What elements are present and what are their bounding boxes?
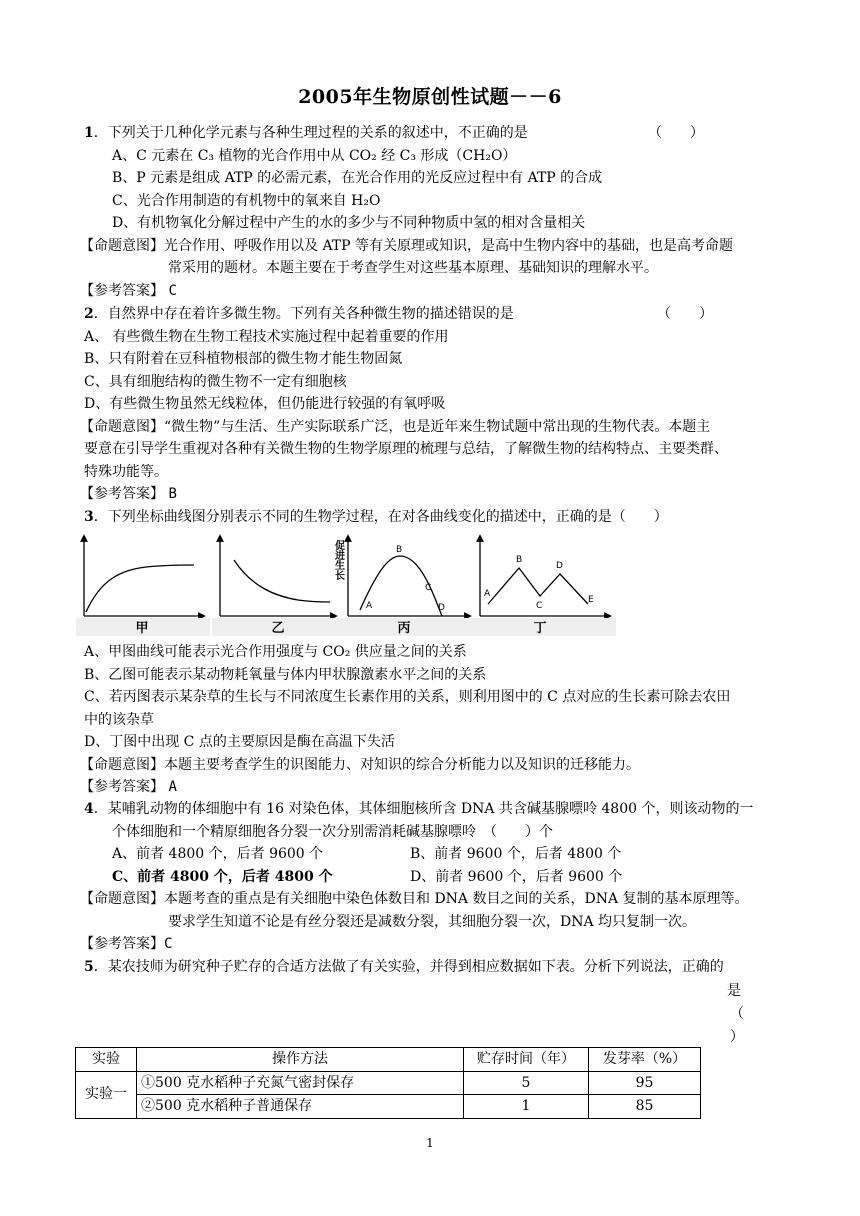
- question-number: 3: [84, 509, 94, 525]
- question-3-options: [80, 641, 784, 799]
- curve: [86, 565, 194, 612]
- question-number: 5: [84, 959, 94, 975]
- graph-label-ding: 丁: [533, 621, 547, 636]
- option-d: D、丁图中出现 C 点的主要原因是酶在高温下失活: [84, 734, 395, 750]
- intent-line: 常采用的题材。本题主要在于考查学生对这些基本原理、基础知识的理解水平。: [168, 260, 658, 276]
- graph-label-yi: 乙: [271, 621, 285, 636]
- rate-cell: 95: [589, 1071, 701, 1095]
- option-a: A、前者 4800 个，后者 9600 个: [112, 846, 324, 862]
- option-c-cont: 中的该杂草: [84, 711, 154, 728]
- question-2: [80, 303, 784, 506]
- option-c: C、光合作用制造的有机物中的氧来自 H₂O: [112, 192, 381, 209]
- option-b: B、前者 9600 个，后者 4800 个: [410, 846, 622, 862]
- header-cell: 贮存时间（年）: [464, 1048, 589, 1072]
- q3-graphs: [76, 534, 636, 640]
- answer-blank: （ ）: [657, 306, 713, 322]
- option-a: A、C 元素在 C₃ 植物的光合作用中从 CO₂ 经 C₃ 形成（CH₂O）: [112, 147, 517, 164]
- table-header-row: [76, 1048, 701, 1072]
- page-number: 1: [426, 1136, 434, 1150]
- question-stem: ．自然界中存在着许多微生物。下列有关各种微生物的描述错误的是: [93, 306, 514, 322]
- answer-line: [80, 280, 784, 303]
- option-a: A、甲图曲线可能表示光合作用强度与 CO₂ 供应量之间的关系: [84, 644, 467, 660]
- answer-label: 【参考答案】: [80, 282, 164, 299]
- option-c: C、具有细胞结构的微生物不一定有细胞核: [84, 373, 347, 390]
- question-4: [80, 798, 784, 956]
- option-b: B、P 元素是组成 ATP 的必需元素，在光合作用的光反应过程中有 ATP 的合成: [112, 170, 603, 186]
- ding-point-e: E: [588, 595, 594, 605]
- answer-line: [80, 776, 784, 799]
- intent-line: 要求学生知道不论是有丝分裂还是减数分裂，其细胞分裂一次，DNA 均只复制一次。: [168, 913, 697, 930]
- answer-value: B: [168, 486, 177, 502]
- ding-point-c: C: [536, 601, 543, 611]
- table-row: [76, 1095, 701, 1119]
- bing-point-b: B: [396, 545, 403, 555]
- page-title: 2005年生物原创性试题－－6: [298, 86, 562, 108]
- question-number: 2: [84, 306, 94, 322]
- curve: [488, 568, 588, 604]
- answer-value: C: [164, 936, 173, 952]
- question-stem: ．下列关于几种化学元素与各种生理过程的关系的叙述中，不正确的是: [93, 125, 528, 141]
- question-stem: ．某哺乳动物的体细胞中有 16 对染色体，其体细胞核所含 DNA 共含碱基腺嘌呤 4800 个，则该动物的一: [93, 801, 754, 817]
- answer-blank-close: ）: [730, 1029, 744, 1045]
- option-d: D、前者 9600 个，后者 9600 个: [410, 868, 623, 885]
- answer-label: 【参考答案】: [80, 486, 164, 502]
- answer-label: 【参考答案】: [80, 779, 164, 795]
- header-cell: 发芽率（%）: [589, 1048, 701, 1072]
- question-3: [84, 506, 784, 529]
- rate-cell: 85: [589, 1095, 701, 1119]
- bing-ylabel: 促进生长: [332, 540, 344, 580]
- experiment-table: [75, 1047, 701, 1119]
- question-number: 1: [84, 125, 94, 141]
- curve: [234, 560, 330, 602]
- intent-line: 【命题意图】“微生物”与生活、生产实际联系广泛，也是近年来生物试题中常出现的生物代表。本题主: [80, 418, 711, 435]
- bing-point-d: D: [438, 603, 445, 613]
- intent-line: 【命题意图】本题考查的重点是有关细胞中染色体数目和 DNA 数目之间的关系，DNA 复制的基本原理等。: [80, 891, 749, 907]
- ding-point-a: A: [484, 589, 491, 599]
- intent-line: 【命题意图】光合作用、呼吸作用以及 ATP 等有关原理或知识，是高中生物内容中的基础，也是高考命题: [80, 237, 734, 254]
- option-b: B、只有附着在豆科植物根部的微生物才能生物固氮: [84, 351, 403, 367]
- question-stem: ．下列坐标曲线图分别表示不同的生物学过程，在对各曲线变化的描述中，正确的是（ ）: [93, 509, 668, 525]
- graph-label-bing: 丙: [397, 621, 411, 636]
- option-c: C、若丙图表示某杂草的生长与不同浓度生长素作用的关系，则利用图中的 C 点对应的生长素可除去农田: [84, 689, 731, 705]
- question-stem-cont: 个体细胞和一个精原细胞各分裂一次分别需消耗碱基腺嘌呤 （ ）个: [112, 823, 553, 840]
- answer-value: A: [168, 779, 177, 795]
- option-c: C、前者 4800 个，后者 4800 个: [112, 868, 333, 885]
- question-stem: ．某农技师为研究种子贮存的合适方法做了有关实验，并得到相应数据如下表。分析下列说法，正确的: [93, 959, 724, 975]
- intent-line: 【命题意图】本题主要考查学生的识图能力、对知识的综合分析能力以及知识的迁移能力。: [80, 756, 640, 773]
- option-d: D、有机物氧化分解过程中产生的水的多少与不同种物质中氢的相对含量相关: [112, 215, 586, 231]
- header-cell: 操作方法: [137, 1048, 464, 1072]
- option-a: A、 有些微生物在生物工程技术实施过程中起着重要的作用: [84, 328, 449, 345]
- table-row: [76, 1071, 701, 1095]
- intent-line: 特殊功能等。: [84, 463, 168, 480]
- answer-blank-open: （: [730, 1006, 744, 1022]
- years-cell: 1: [464, 1095, 589, 1119]
- option-d: D、有些微生物虽然无线粒体，但仍能进行较强的有氧呼吸: [84, 396, 446, 412]
- option-b: B、乙图可能表示某动物耗氧量与体内甲状腺激素水平之间的关系: [84, 666, 487, 683]
- header-cell: 实验: [76, 1048, 137, 1072]
- answer-value: C: [168, 282, 177, 299]
- bing-point-c: C: [425, 583, 432, 593]
- question-5: [84, 956, 784, 979]
- question-1: [80, 122, 784, 302]
- group-cell: 实验一: [76, 1071, 137, 1118]
- answer-label: 【参考答案】: [80, 936, 164, 952]
- answer-line: [80, 483, 784, 506]
- ding-point-d: D: [556, 561, 563, 571]
- graph-label-jia: 甲: [135, 621, 149, 636]
- stem-tail: 是: [727, 983, 741, 999]
- question-number: 4: [84, 801, 94, 817]
- years-cell: 5: [464, 1071, 589, 1095]
- ding-point-b: B: [516, 555, 523, 565]
- method-cell: ①500 克水稻种子充氮气密封保存: [137, 1071, 464, 1095]
- method-cell: ②500 克水稻种子普通保存: [137, 1095, 464, 1119]
- answer-blank: （ ）: [648, 125, 704, 141]
- answer-line: [80, 933, 784, 956]
- bing-point-a: A: [366, 601, 373, 611]
- intent-line: 要意在引导学生重视对各种有关微生物的生物学原理的梳理与总结，了解微生物的结构特点、主要类群、: [84, 441, 728, 457]
